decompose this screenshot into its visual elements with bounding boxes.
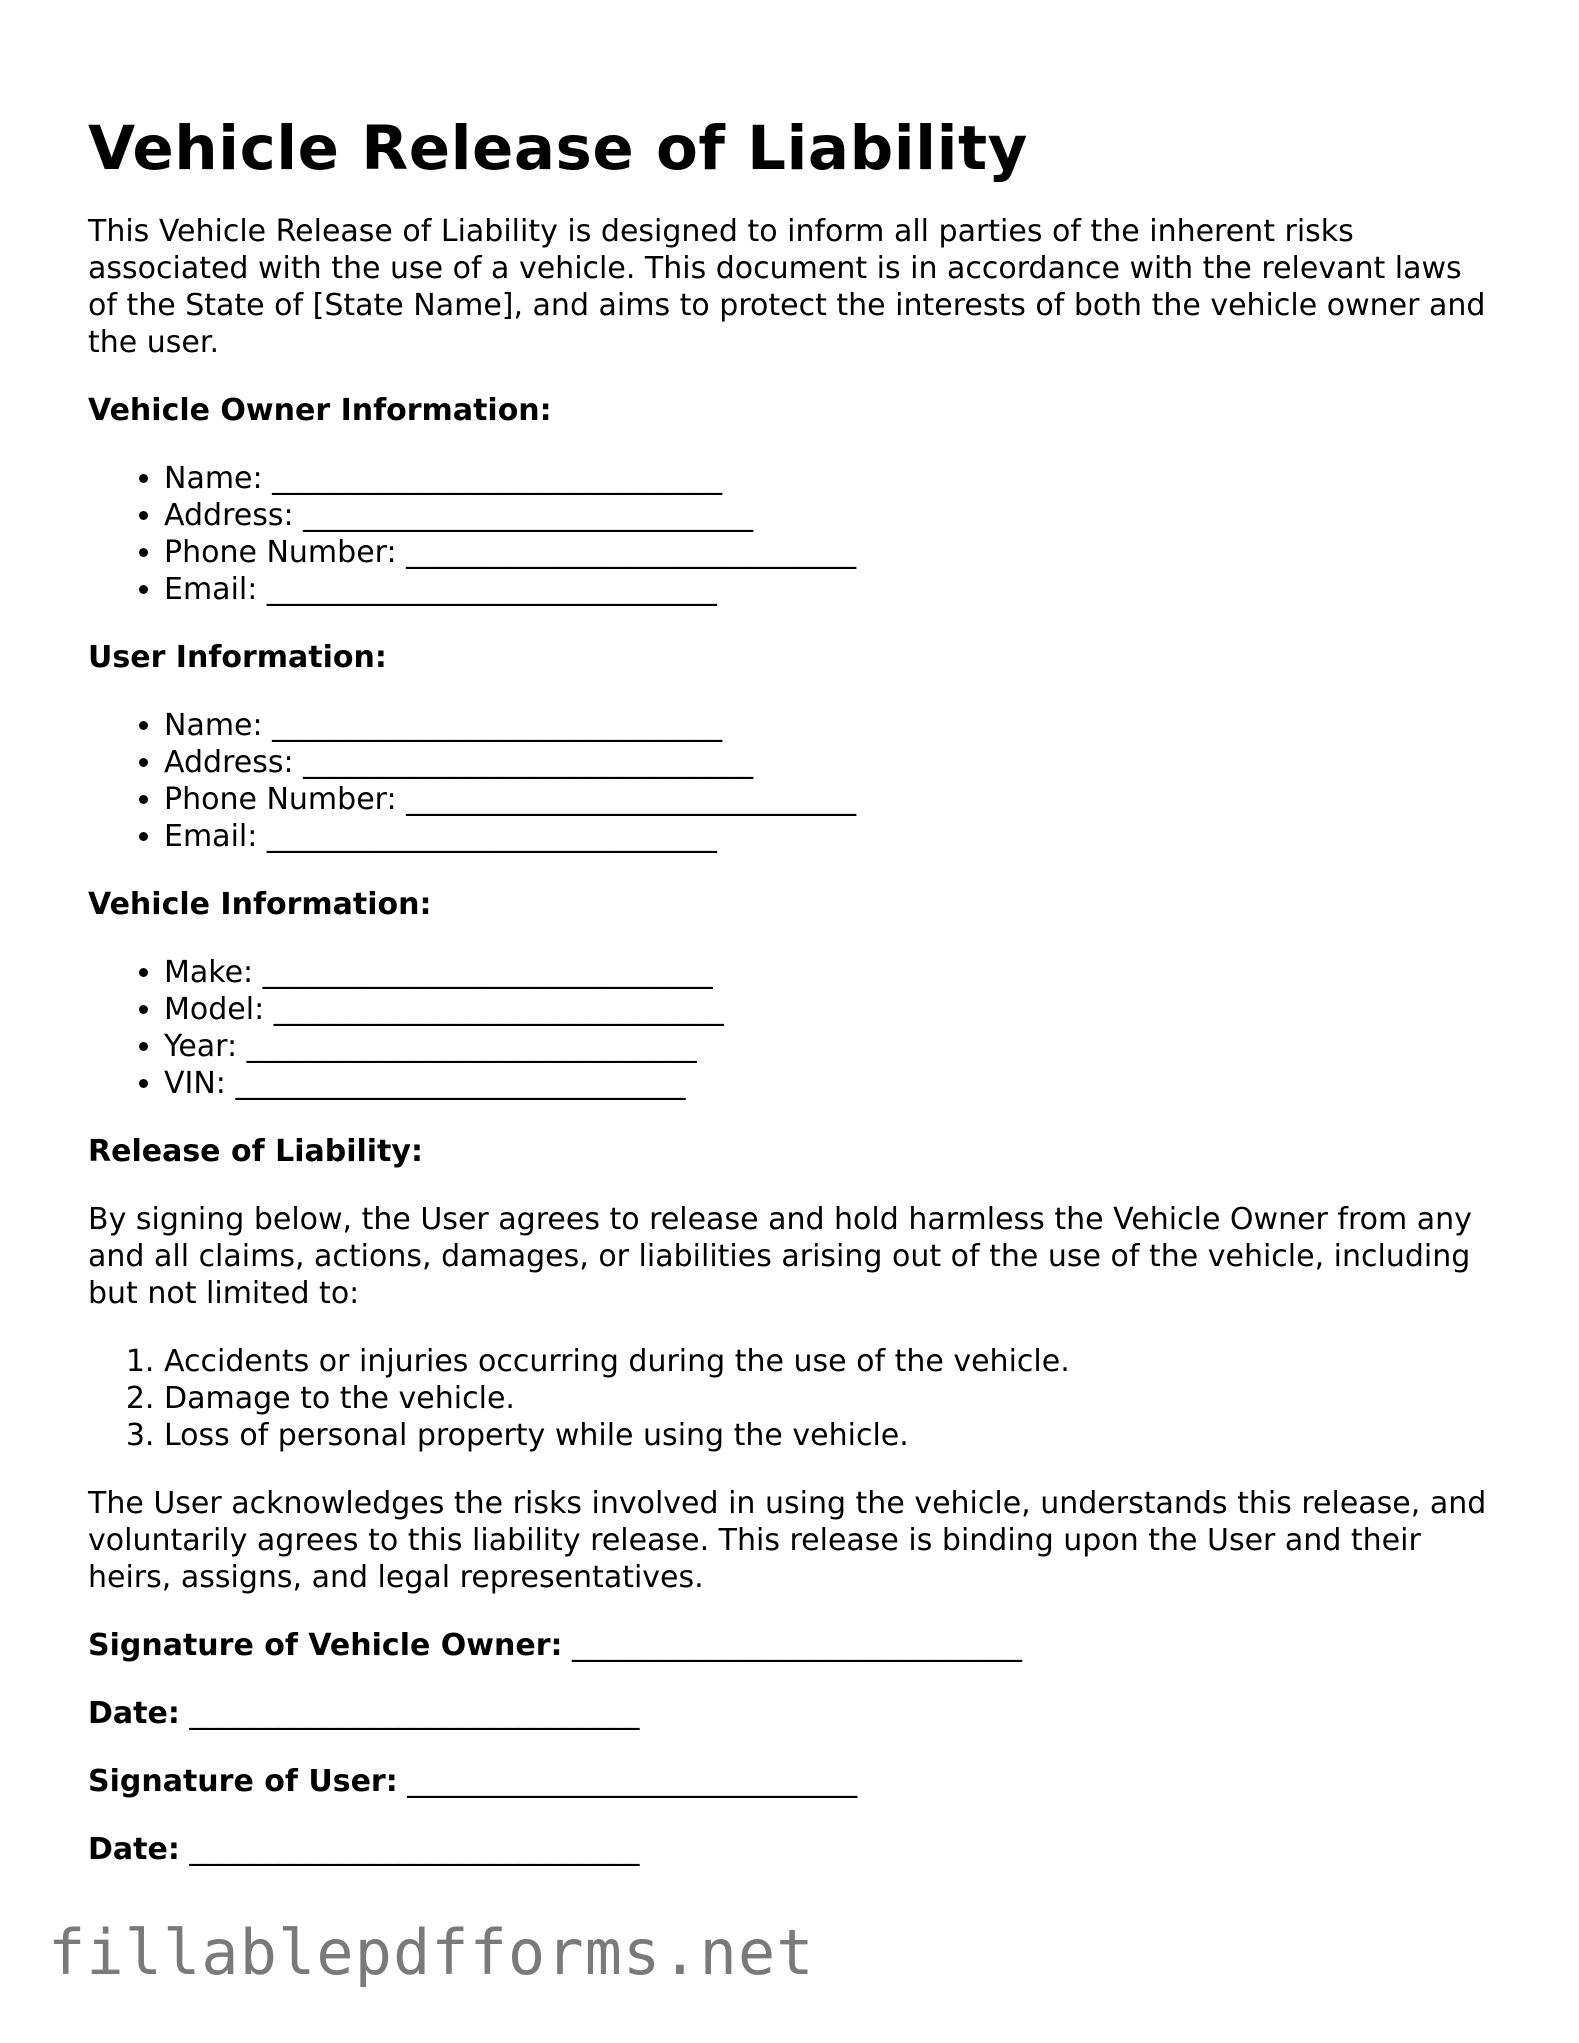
owner-name-field[interactable]: • Name: ______________________________ <box>164 460 1488 497</box>
vehicle-info-list <box>88 954 1488 1102</box>
release-item: 1. Accidents or injuries occurring during the use of the vehicle. <box>164 1343 1488 1380</box>
owner-signature-label: Signature of Vehicle Owner: <box>88 1628 563 1663</box>
owner-address-field[interactable]: • Address: ______________________________ <box>164 497 1488 534</box>
user-name-field[interactable]: • Name: ______________________________ <box>164 707 1488 744</box>
release-items-list <box>88 1343 1488 1454</box>
vehicle-section-heading: Vehicle Information: <box>88 887 432 922</box>
release-item: 2. Damage to the vehicle. <box>164 1380 1488 1417</box>
user-info-list <box>88 707 1488 855</box>
document-title: Vehicle Release of Liability <box>88 113 1028 184</box>
user-signature-label: Signature of User: <box>88 1764 398 1799</box>
document-page <box>88 112 1488 1899</box>
release-item: 3. Loss of personal property while using the vehicle. <box>164 1417 1488 1454</box>
user-signature-line[interactable] <box>88 1763 1488 1800</box>
owner-date-blank[interactable]: ______________________________ <box>179 1696 640 1731</box>
user-email-field[interactable]: • Email: ______________________________ <box>164 818 1488 855</box>
user-address-field[interactable]: • Address: ______________________________ <box>164 744 1488 781</box>
release-section-heading: Release of Liability: <box>88 1134 423 1169</box>
user-date-label: Date: <box>88 1832 180 1867</box>
owner-section-heading: Vehicle Owner Information: <box>88 393 552 428</box>
vehicle-model-field[interactable]: • Model: ______________________________ <box>164 991 1488 1028</box>
intro-paragraph: This Vehicle Release of Liability is designed to inform all parties of the inherent risks associated with the use of a vehicle. This document is in accordance with the relevant laws of the State of [State Name], and aims to protect the interests of both the vehicle owner and the user. <box>88 214 1486 360</box>
owner-date-label: Date: <box>88 1696 180 1731</box>
user-section-heading: User Information: <box>88 640 387 675</box>
vehicle-vin-field[interactable]: • VIN: ______________________________ <box>164 1065 1488 1102</box>
owner-signature-line[interactable] <box>88 1627 1488 1664</box>
owner-date-line[interactable] <box>88 1695 1488 1732</box>
vehicle-year-field[interactable]: • Year: ______________________________ <box>164 1028 1488 1065</box>
acknowledgement-paragraph: The User acknowledges the risks involved in using the vehicle, understands this release, and voluntarily agrees to this liability release. This release is binding upon the User and their heirs, assigns, and legal representatives. <box>88 1486 1487 1595</box>
owner-email-field[interactable]: • Email: ______________________________ <box>164 571 1488 608</box>
release-paragraph: By signing below, the User agrees to release and hold harmless the Vehicle Owner from any and all claims, actions, damages, or liabilities arising out of the use of the vehicle, including but not limited to: <box>88 1202 1472 1311</box>
user-phone-field[interactable]: • Phone Number: ______________________________ <box>164 781 1488 818</box>
user-date-blank[interactable]: ______________________________ <box>179 1832 640 1867</box>
vehicle-make-field[interactable]: • Make: ______________________________ <box>164 954 1488 991</box>
owner-info-list <box>88 460 1488 608</box>
watermark: fillablepdfforms.net <box>48 1916 815 1989</box>
owner-signature-blank[interactable]: ______________________________ <box>562 1628 1023 1663</box>
owner-phone-field[interactable]: • Phone Number: ______________________________ <box>164 534 1488 571</box>
user-signature-blank[interactable]: ______________________________ <box>397 1764 858 1799</box>
user-date-line[interactable] <box>88 1831 1488 1868</box>
